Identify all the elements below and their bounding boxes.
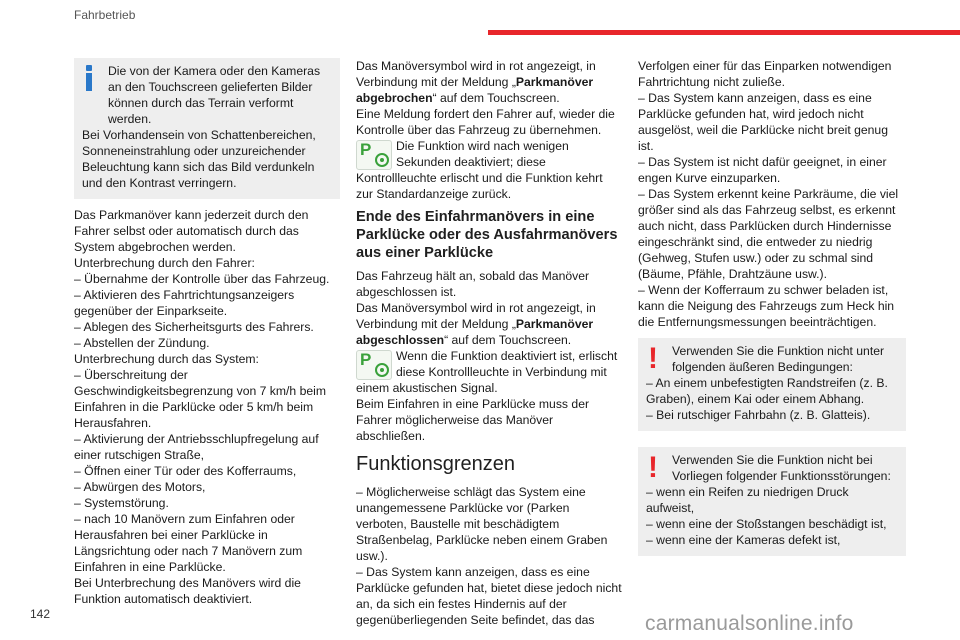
text-line: Das Parkmanöver kann jederzeit durch den Fahrer selbst oder automatisch durch das System abgebrochen werden. (74, 208, 309, 254)
text-line: Bei Unterbrechung des Manövers wird die Funktion automatisch deaktiviert. (74, 576, 301, 606)
list-item: – Aktivierung der Antriebsschlupfregelung auf einer rutschigen Straße, (74, 432, 319, 462)
column-left (74, 58, 340, 607)
list-item: – Wenn der Kofferraum zu schwer beladen ist, kann die Neigung des Fahrzeugs zum Heck hin die Entfernungsmessungen beeinträchtigen. (638, 283, 895, 329)
list-item: – Aktivieren des Fahrtrichtungsanzeigers gegenüber der Einparkseite. (74, 288, 295, 318)
text-line: Das Manöversymbol wird in rot angezeigt, in Verbindung mit der Meldung „Parkmanöver abgebrochen“ auf dem Touchscreen. (356, 59, 596, 105)
section-title: Funktionsgrenzen (356, 453, 515, 475)
text-line: Eine Meldung fordert den Fahrer auf, wieder die Kontrolle über das Fahrzeug zu übernehmen. (356, 107, 615, 137)
text-line: Das Fahrzeug hält an, sobald das Manöver abgeschlossen ist. (356, 269, 590, 299)
park-assist-icon: P (356, 140, 392, 170)
warning-icon: ! (648, 451, 658, 484)
list-item: Verfolgen einer für das Einparken notwendigen Fahrtrichtung nicht zuließe. (638, 59, 892, 89)
text-line: Das Manöversymbol wird in rot angezeigt, in Verbindung mit der Meldung „Parkmanöver abgeschlossen“ auf dem Touchscreen. (356, 301, 596, 347)
text-line: Die Funktion wird nach wenigen Sekunden deaktiviert; diese Kontrollleuchte erlischt und die Funktion kehrt zur Standardanzeige zurück. (356, 139, 603, 201)
warning-lead: Verwenden Sie die Funktion nicht bei Vorliegen folgender Funktionsstörungen: (672, 453, 891, 483)
list-item: – Das System kann anzeigen, dass es eine Parklücke gefunden hat, wird jedoch nicht ausgelöst, weil die Parklücke nicht breit genug ist. (638, 91, 888, 153)
text-line: Beim Einfahren in eine Parklücke muss der Fahrer möglicherweise das Manöver abschließen. (356, 397, 590, 443)
list-item: – Das System ist nicht dafür geeignet, in einer engen Kurve einzuparken. (638, 155, 887, 185)
list-item: – Abstellen der Zündung. (74, 336, 210, 350)
warning-box (638, 338, 906, 431)
page-number: 142 (30, 607, 51, 621)
header-accent-bar (488, 30, 960, 35)
list-item: – wenn ein Reifen zu niedrigen Druck aufweist, (646, 485, 849, 515)
list-item: – wenn eine der Kameras defekt ist, (646, 533, 841, 547)
list-item: – Das System erkennt keine Parkräume, die viel größer sind als das Fahrzeug selbst, es erkennt auch nicht, dass Parklücken durch Hindernisse eingeschränkt sind, die entweder zu niedrig (Gehweg, Stufen usw.) oder zu schmal sind (Bäume, Pfähle, Drahtzäune usw.). (638, 187, 899, 281)
warning-box (638, 447, 906, 556)
watermark: carmanualsonline.info (645, 612, 854, 635)
list-item: – Übernahme der Kontrolle über das Fahrzeug. (74, 272, 330, 286)
info-text-2: Bei Vorhandensein von Schattenbereichen, Sonneneinstrahlung oder unzureichender Beleuchtung kann sich das Bild verdunkeln und den Kontrast verringern. (82, 128, 316, 190)
list-item: – Ablegen des Sicherheitsgurts des Fahrers. (74, 320, 314, 334)
text-line: Unterbrechung durch den Fahrer: (74, 256, 255, 270)
section-heading: Ende des Einfahrmanövers in eine Parklücke oder des Ausfahrmanövers aus einer Parklücke (356, 209, 618, 261)
list-item: – Möglicherweise schlägt das System eine unangemessene Parklücke vor (Parken verboten, Baustelle mit beschädigtem Straßenbelag, Parklücke neben einem Graben usw.). (356, 485, 608, 563)
list-item: – nach 10 Manövern zum Einfahren oder Herausfahren bei einer Parklücke in Längsrichtung oder nach 7 Manövern zum Einfahren in eine Parklücke. (74, 512, 303, 574)
text-line: Wenn die Funktion deaktiviert ist, erlischt diese Kontrollleuchte in Verbindung mit einem akustischen Signal. (356, 349, 618, 395)
list-item: – Bei rutschiger Fahrbahn (z. B. Glatteis). (646, 408, 871, 422)
info-icon (82, 65, 96, 91)
list-item: – Überschreitung der Geschwindigkeitsbegrenzung von 7 km/h beim Einfahren in die Parklücke oder 5 km/h beim Herausfahren. (74, 368, 327, 430)
info-box (74, 58, 340, 199)
list-item: – Abwürgen des Motors, (74, 480, 206, 494)
info-text-1: Die von der Kamera oder den Kameras an den Touchscreen gelieferten Bilder können durch das Terrain verformt werden. (108, 64, 321, 126)
column-right (638, 58, 906, 564)
park-assist-icon: P (356, 350, 392, 380)
list-item: – Das System kann anzeigen, dass es eine Parklücke gefunden hat, bietet diese jedoch nicht an, da sich ein festes Hindernis auf der gegenüberliegenden Seite befindet, das das (356, 565, 622, 627)
header-section-title: Fahrbetrieb (74, 8, 136, 22)
list-item: – An einem unbefestigten Randstreifen (z. B. Graben), einem Kai oder einem Abhang. (646, 376, 888, 406)
list-item: – Öffnen einer Tür oder des Kofferraums, (74, 464, 297, 478)
column-middle (356, 58, 622, 628)
warning-lead: Verwenden Sie die Funktion nicht unter folgenden äußeren Bedingungen: (672, 344, 885, 374)
text-line: Unterbrechung durch das System: (74, 352, 259, 366)
list-item: – Systemstörung. (74, 496, 169, 510)
list-item: – wenn eine der Stoßstangen beschädigt ist, (646, 517, 887, 531)
warning-icon: ! (648, 342, 658, 375)
